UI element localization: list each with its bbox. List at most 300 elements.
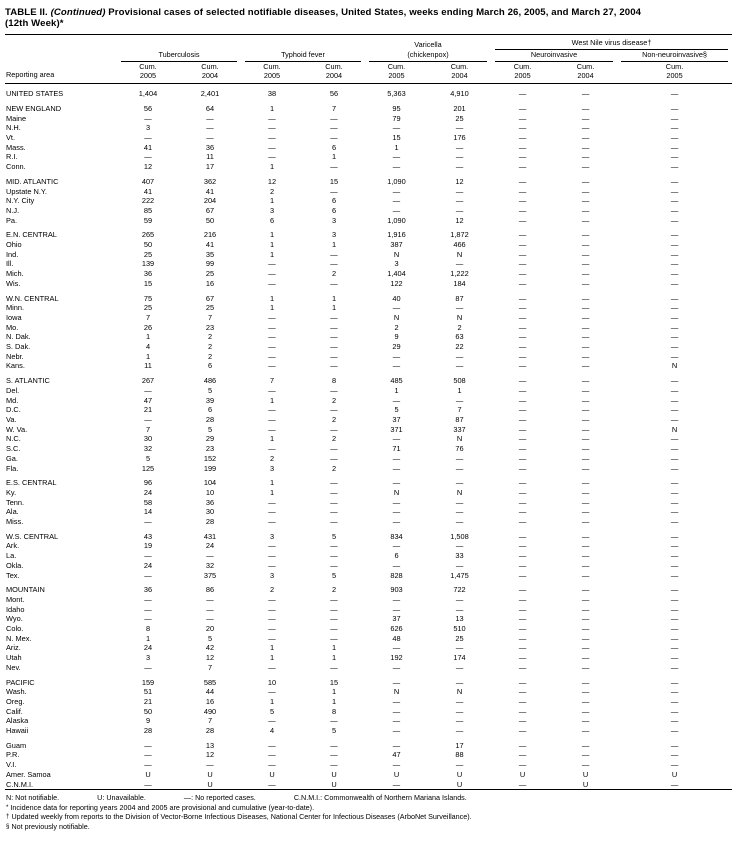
value-cell: —	[268, 517, 276, 527]
value-cell: —	[670, 478, 679, 488]
value-cell: —	[518, 230, 527, 240]
value-cell: —	[581, 716, 590, 726]
value-cell: —	[581, 269, 590, 279]
value-cell: —	[268, 414, 276, 424]
value-cell: —	[518, 750, 527, 760]
value-cell: —	[581, 133, 590, 142]
value-cell: 1,404	[387, 269, 406, 279]
value-cell: —	[518, 113, 527, 123]
value-cell: —	[392, 186, 401, 196]
value-cell: —	[581, 322, 590, 332]
value-cell: —	[268, 614, 276, 624]
value-cell: 1	[269, 487, 275, 497]
value-cell: —	[670, 463, 679, 473]
value-cell: 626	[390, 624, 403, 634]
value-cell: —	[268, 142, 276, 152]
value-cell: —	[518, 376, 527, 386]
col-header-varicella-2005: Cum. 2005	[365, 62, 428, 84]
value-cell: 2	[394, 322, 399, 332]
value-cell: —	[518, 434, 527, 444]
value-cell: —	[268, 269, 276, 279]
asterisk-symbol: *	[6, 803, 9, 811]
value-cell: 7	[457, 405, 462, 415]
value-cell: —	[518, 740, 527, 750]
value-cell: 265	[141, 230, 155, 240]
value-cell: —	[581, 312, 590, 322]
table-row	[5, 332, 732, 342]
value-cell: —	[518, 103, 527, 113]
value-cell: —	[330, 113, 338, 123]
value-cell: —	[206, 113, 214, 123]
reporting-area-cell: Md.	[6, 395, 19, 405]
value-cell: —	[144, 594, 152, 604]
value-cell: —	[455, 205, 464, 215]
reporting-area-cell: Ind.	[6, 249, 19, 259]
value-cell: —	[581, 332, 590, 342]
value-cell: N	[393, 312, 400, 322]
value-cell: 2	[331, 434, 337, 444]
value-cell: —	[670, 531, 679, 541]
reporting-area-header: Reporting area	[5, 62, 117, 84]
value-cell: 12	[455, 215, 464, 225]
table-row	[5, 303, 732, 313]
value-cell: —	[581, 726, 590, 736]
value-cell: 79	[392, 113, 401, 123]
value-cell: 5	[207, 424, 213, 434]
legend-cnmi: C.N.M.I.: Commonwealth of Northern Mariana Islands.	[293, 793, 467, 803]
varicella-group-line2: (chickenpox)	[365, 50, 491, 62]
value-cell: 6	[269, 215, 275, 225]
value-cell: —	[455, 517, 464, 527]
varicella-group-line1: Varicella	[414, 40, 442, 49]
value-cell: 50	[205, 215, 215, 225]
value-cell: 201	[453, 103, 466, 113]
value-cell: 903	[390, 585, 403, 595]
value-cell: 1,090	[387, 176, 406, 186]
value-cell: —	[268, 760, 276, 770]
value-cell: —	[670, 322, 679, 332]
value-cell: —	[268, 123, 276, 133]
footnote-west-nile: † Updated weekly from reports to the Division of Vector-Borne Infectious Diseases, National Center for Infectious Diseases (ArboNet Surveillance).	[6, 812, 472, 822]
value-cell: —	[670, 351, 679, 361]
value-cell: —	[518, 152, 527, 162]
reporting-area-cell: Ohio	[6, 240, 22, 250]
table-row	[5, 634, 732, 644]
title-part1: TABLE II.	[5, 7, 51, 18]
title-continued: (Continued)	[50, 7, 106, 18]
value-cell: —	[330, 162, 338, 172]
region-row	[5, 532, 732, 542]
value-cell: 96	[143, 478, 153, 488]
value-cell: —	[670, 303, 679, 313]
value-cell: —	[268, 113, 276, 123]
reporting-area-cell: Calif.	[6, 706, 23, 716]
value-cell: —	[581, 186, 590, 196]
table-row	[5, 663, 732, 673]
value-cell: —	[518, 259, 527, 269]
value-cell: —	[581, 424, 590, 434]
value-cell: —	[392, 196, 401, 206]
value-cell: —	[455, 123, 464, 133]
value-cell: 23	[205, 444, 215, 454]
value-cell: 20	[205, 624, 215, 634]
value-cell: —	[330, 186, 338, 196]
value-cell: —	[581, 351, 590, 361]
value-cell: —	[392, 604, 401, 614]
value-cell: U	[269, 769, 275, 779]
value-cell: —	[518, 677, 527, 687]
reporting-area-cell: Wyo.	[6, 614, 23, 624]
value-cell: 125	[141, 463, 155, 473]
value-cell: —	[392, 463, 401, 473]
value-cell: —	[581, 434, 590, 444]
west-nile-group-header: West Nile virus disease†	[491, 35, 732, 51]
table-row	[5, 240, 732, 250]
value-cell: 1,404	[138, 89, 158, 99]
value-cell: —	[268, 716, 276, 726]
value-cell: —	[518, 405, 527, 415]
value-cell: —	[518, 624, 527, 634]
value-cell: U	[331, 769, 337, 779]
value-cell: —	[581, 696, 590, 706]
value-cell: 25	[455, 633, 464, 643]
value-cell: U	[207, 769, 213, 779]
value-cell: —	[581, 278, 590, 288]
value-cell: —	[518, 303, 527, 313]
value-cell: 371	[390, 424, 403, 434]
value-cell: —	[518, 478, 527, 488]
value-cell: —	[455, 361, 464, 371]
value-cell: 5	[269, 706, 275, 716]
table-row	[5, 605, 732, 615]
value-cell: —	[518, 463, 527, 473]
value-cell: —	[670, 696, 679, 706]
value-cell: U	[207, 779, 213, 789]
value-cell: —	[670, 240, 679, 250]
value-cell: —	[392, 726, 401, 736]
table-row	[5, 415, 732, 425]
reporting-area-cell: Mass.	[6, 142, 26, 152]
value-cell: 13	[205, 740, 215, 750]
reporting-area-cell: Fla.	[6, 463, 19, 473]
value-cell: —	[670, 487, 679, 497]
value-cell: —	[330, 633, 338, 643]
value-cell: —	[455, 594, 464, 604]
value-cell: —	[518, 551, 527, 561]
neuroinvasive-group-header: Neuroinvasive	[491, 50, 617, 62]
value-cell: —	[670, 444, 679, 454]
value-cell: —	[670, 332, 679, 342]
value-cell: U	[393, 769, 400, 779]
value-cell: 585	[203, 677, 217, 687]
value-cell: 2	[269, 186, 275, 196]
value-cell: 28	[205, 414, 215, 424]
value-cell: —	[670, 342, 679, 352]
value-cell: —	[330, 133, 338, 142]
value-cell: 64	[205, 103, 215, 113]
value-cell: 6	[394, 551, 399, 561]
value-cell: —	[581, 594, 590, 604]
value-cell: —	[581, 570, 590, 580]
value-cell: —	[670, 760, 679, 770]
value-cell: —	[581, 633, 590, 643]
value-cell: —	[670, 215, 679, 225]
reporting-area-cell: Oreg.	[6, 696, 25, 706]
value-cell: 2	[207, 332, 213, 342]
value-cell: 67	[205, 205, 215, 215]
value-cell: 41	[205, 186, 215, 196]
value-cell: —	[581, 385, 590, 395]
value-cell: 95	[392, 103, 401, 113]
value-cell: 1	[269, 478, 275, 488]
value-cell: N	[456, 487, 463, 497]
value-cell: 99	[205, 259, 215, 269]
value-cell: —	[518, 293, 527, 303]
table-body	[5, 84, 732, 790]
value-cell: 36	[205, 497, 215, 507]
value-cell: —	[518, 726, 527, 736]
value-cell: 6	[331, 205, 337, 215]
value-cell: 3	[269, 463, 275, 473]
reporting-area-cell: La.	[6, 551, 17, 561]
col-header-neuro-2004: Cum. 2004	[554, 62, 617, 84]
value-cell: 1	[145, 351, 151, 361]
table-row	[5, 250, 732, 260]
value-cell: 1	[269, 303, 275, 313]
value-cell: —	[330, 444, 338, 454]
table-row	[5, 196, 732, 206]
value-cell: —	[670, 162, 679, 172]
value-cell: 3	[269, 531, 275, 541]
reporting-area-cell: W.N. CENTRAL	[6, 293, 59, 303]
value-cell: —	[268, 405, 276, 415]
notifiable-diseases-table	[5, 34, 732, 790]
value-cell: —	[581, 240, 590, 250]
value-cell: 174	[453, 653, 466, 663]
value-cell: —	[581, 706, 590, 716]
value-cell: 485	[390, 376, 403, 386]
value-cell: 58	[143, 497, 153, 507]
value-cell: —	[518, 351, 527, 361]
col-header-neuro-2005: Cum. 2005	[491, 62, 554, 84]
value-cell: —	[330, 517, 338, 527]
value-cell: —	[330, 342, 338, 352]
value-cell: —	[268, 424, 276, 434]
value-cell: 25	[205, 303, 215, 313]
value-cell: 50	[143, 240, 153, 250]
value-cell: —	[670, 269, 679, 279]
reporting-area-cell: Tex.	[6, 570, 20, 580]
value-cell: —	[518, 716, 527, 726]
value-cell: —	[518, 653, 527, 663]
table-row	[5, 114, 732, 124]
value-cell: —	[670, 497, 679, 507]
value-cell: U	[671, 769, 678, 779]
value-cell: 16	[205, 278, 215, 288]
value-cell: —	[518, 342, 527, 352]
value-cell: 4	[269, 726, 275, 736]
value-cell: —	[581, 89, 590, 99]
value-cell: 362	[203, 176, 217, 186]
table-row	[5, 396, 732, 406]
value-cell: —	[144, 662, 152, 672]
table-row	[5, 352, 732, 362]
value-cell: —	[518, 414, 527, 424]
value-cell: —	[268, 687, 276, 697]
value-cell: 1	[331, 687, 337, 697]
value-cell: 11	[206, 152, 214, 162]
value-cell: 24	[205, 541, 215, 551]
value-cell: 1,916	[387, 230, 406, 240]
reporting-area-cell: R.I.	[6, 152, 18, 162]
value-cell: 2	[457, 322, 462, 332]
reporting-area-cell: Minn.	[6, 303, 25, 313]
value-cell: —	[268, 541, 276, 551]
value-cell: 48	[392, 633, 401, 643]
value-cell: —	[518, 322, 527, 332]
value-cell: N	[456, 249, 463, 259]
value-cell: —	[670, 176, 679, 186]
value-cell: —	[392, 395, 401, 405]
header-spacer	[5, 35, 117, 51]
value-cell: —	[581, 677, 590, 687]
table-row	[5, 643, 732, 653]
region-row	[5, 89, 732, 99]
table-row	[5, 444, 732, 454]
value-cell: 22	[455, 342, 464, 352]
value-cell: —	[518, 278, 527, 288]
value-cell: 10	[205, 487, 215, 497]
value-cell: 6	[207, 361, 213, 371]
value-cell: —	[455, 196, 464, 206]
reporting-area-cell: Miss.	[6, 517, 24, 527]
value-cell: —	[518, 497, 527, 507]
value-cell: —	[581, 395, 590, 405]
value-cell: 387	[390, 240, 403, 250]
value-cell: —	[670, 89, 679, 99]
reporting-area-cell: Maine	[6, 113, 27, 123]
value-cell: 2	[269, 585, 275, 595]
value-cell: —	[392, 478, 401, 488]
value-cell: 1	[269, 434, 275, 444]
value-cell: 1	[457, 385, 462, 395]
value-cell: 1	[269, 240, 275, 250]
value-cell: —	[581, 176, 590, 186]
title-part2: Provisional cases of selected notifiable diseases, United States, weeks ending March 26, 2005, and March 27, 2004	[105, 7, 642, 18]
value-cell: —	[670, 293, 679, 303]
value-cell: 5	[331, 570, 337, 580]
value-cell: 139	[141, 259, 155, 269]
value-cell: —	[518, 507, 527, 517]
value-cell: —	[330, 594, 338, 604]
value-cell: —	[518, 269, 527, 279]
table-row	[5, 760, 732, 770]
reporting-area-cell: V.I.	[6, 760, 17, 770]
reporting-area-cell: Conn.	[6, 162, 26, 172]
value-cell: —	[455, 303, 464, 313]
value-cell: —	[670, 186, 679, 196]
value-cell: —	[330, 259, 338, 269]
table-row	[5, 133, 732, 143]
value-cell: —	[330, 716, 338, 726]
value-cell: —	[518, 332, 527, 342]
value-cell: —	[268, 633, 276, 643]
value-cell: —	[455, 541, 464, 551]
value-cell: —	[581, 585, 590, 595]
value-cell: —	[581, 303, 590, 313]
value-cell: 216	[203, 230, 217, 240]
col-header-typhoid-2004: Cum. 2004	[303, 62, 365, 84]
value-cell: 3	[145, 123, 151, 133]
reporting-area-cell: Mo.	[6, 322, 19, 332]
value-cell: —	[581, 653, 590, 663]
value-cell: —	[518, 560, 527, 570]
reporting-area-cell: Ill.	[6, 259, 14, 269]
value-cell: —	[670, 405, 679, 415]
value-cell: —	[455, 497, 464, 507]
value-cell: 337	[453, 424, 466, 434]
value-cell: —	[581, 293, 590, 303]
value-cell: —	[581, 507, 590, 517]
value-cell: —	[330, 740, 338, 750]
col-header-nonneuro-2005: Cum. 2005	[617, 62, 732, 84]
value-cell: —	[518, 706, 527, 716]
table-row	[5, 162, 732, 172]
value-cell: 50	[143, 706, 153, 716]
value-cell: 25	[455, 113, 464, 123]
value-cell: —	[670, 740, 679, 750]
table-row	[5, 541, 732, 551]
value-cell: 1	[269, 696, 275, 706]
value-cell: 87	[455, 293, 464, 303]
dagger-symbol: †	[6, 813, 10, 821]
value-cell: —	[670, 560, 679, 570]
legend-unavailable: U: Unavailable.	[97, 793, 146, 803]
value-cell: 17	[455, 740, 464, 750]
value-cell: —	[581, 604, 590, 614]
value-cell: —	[268, 624, 276, 634]
value-cell: 8	[331, 706, 337, 716]
value-cell: —	[206, 594, 214, 604]
value-cell: 3	[145, 653, 151, 663]
value-cell: 5	[394, 405, 399, 415]
reporting-area-cell: Iowa	[6, 312, 22, 322]
value-cell: 25	[143, 303, 153, 313]
reporting-area-cell: N.H.	[6, 123, 21, 133]
value-cell: —	[581, 361, 590, 371]
reporting-area-cell: Amer. Samoa	[6, 769, 51, 779]
table-row	[5, 716, 732, 726]
value-cell: —	[455, 259, 464, 269]
value-cell: —	[392, 497, 401, 507]
value-cell: 76	[455, 444, 464, 454]
value-cell: —	[670, 507, 679, 517]
footnote-legend	[6, 793, 732, 802]
value-cell: —	[330, 750, 338, 760]
value-cell: —	[581, 541, 590, 551]
value-cell: 41	[143, 142, 153, 152]
value-cell: —	[581, 614, 590, 624]
value-cell: 1	[145, 332, 151, 342]
table-row	[5, 206, 732, 216]
reporting-area-cell: Ala.	[6, 507, 19, 517]
value-cell: —	[206, 614, 214, 624]
value-cell: 38	[267, 89, 277, 99]
value-cell: —	[670, 726, 679, 736]
reporting-area-cell: N.J.	[6, 205, 20, 215]
value-cell: —	[518, 89, 527, 99]
value-cell: 1,872	[450, 230, 469, 240]
